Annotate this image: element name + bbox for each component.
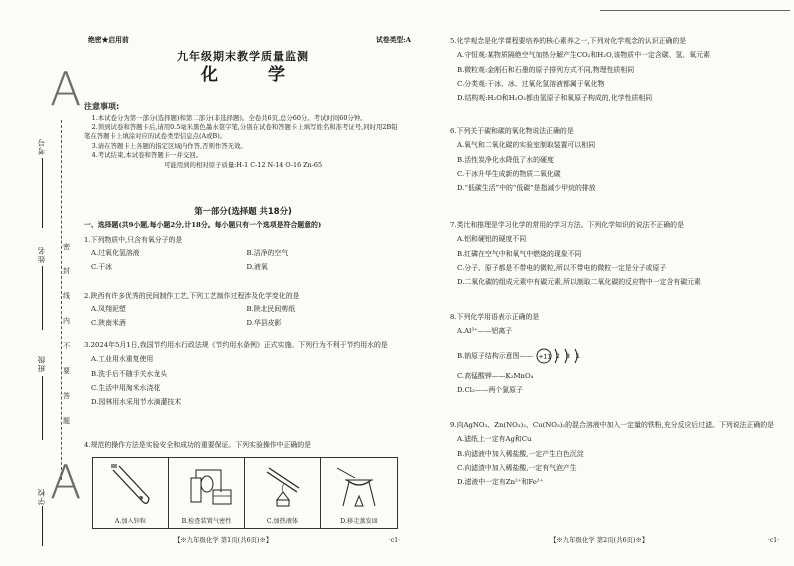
question-stem: 7.类比和推理是学习化学的常用的学习方法。下列化学知识的说法不正确的是 [450, 221, 684, 229]
option-b[interactable]: B.活性炭净化水降低了水的硬度 [457, 155, 554, 164]
question-stem: 5.化学观念是化学课程要培养的核心素养之一,下列对化学观念的认识正确的是 [450, 37, 687, 45]
part-one-title: 第一部分(选择题 共18分) [194, 206, 292, 216]
school-field[interactable] [42, 506, 43, 546]
figure-option-d[interactable] [321, 458, 397, 528]
sodium-atom-diagram-icon [535, 345, 591, 367]
option-b[interactable] [450, 345, 786, 367]
option-a[interactable]: A.铝和硬铝的硬度不同 [457, 235, 527, 244]
page-mark: ·c1· [768, 537, 779, 544]
class-label: 班级 [37, 355, 46, 372]
experiment-figure [92, 457, 398, 529]
option-c[interactable]: C.干冰 [91, 262, 112, 271]
paper-type: 试卷类型:A [376, 36, 411, 44]
svg-text:+11: +11 [538, 353, 552, 361]
option-a[interactable]: A.过氧化氢溶液 [91, 249, 140, 258]
option-a[interactable]: A.Al³⁺——铝离子 [457, 327, 513, 336]
option-b[interactable]: B.陕北民间剪纸 [246, 305, 296, 314]
class-field[interactable] [42, 376, 43, 440]
test-tube-icon [101, 462, 161, 512]
option-c[interactable]: C.向滤渣中加入稀盐酸,一定有气泡产生 [457, 464, 577, 473]
seal-warning-char: 不 [63, 342, 70, 350]
option-b-label: B.钠原子结构示意图—— [457, 351, 534, 360]
option-b[interactable]: B.洗手后不随手关水龙头 [91, 369, 168, 378]
option-d[interactable]: D.“低碳生活”中的“低碳”是指减少甲烷的排放 [457, 184, 596, 193]
airtight-check-icon [177, 462, 237, 512]
question-3 [84, 340, 402, 408]
instructions [84, 102, 402, 170]
atomic-masses: 可能用到的相对原子质量:H-1 C-12 N-14 O-16 Zn-65 [163, 161, 323, 170]
option-c[interactable]: C.陕南米酒 [91, 318, 126, 327]
exam-no-label: 考号 [37, 138, 46, 155]
svg-text:8: 8 [566, 352, 571, 360]
instructions-heading: 注意事项: [84, 102, 120, 111]
option-b[interactable]: B.微粒观:金刚石和石墨的原子排列方式不同,物理性质相同 [457, 65, 635, 74]
instruction-item: 3.请在答题卡上各题的指定区域内作答,否则作答无效。 [91, 141, 247, 150]
option-d[interactable]: D.结构观:H₂O和H₂O₂都由氢原子和氧原子构成的,化学性质相同 [457, 94, 653, 103]
option-d[interactable]: D.园林用水采用节水滴灌技术 [91, 398, 182, 407]
seal-warning-char: 答 [63, 392, 70, 400]
seal-warning-char: 题 [63, 417, 70, 425]
option-a[interactable]: A.凤翔泥塑 [91, 305, 126, 314]
page-footer: 【※九年级化学 第1页(共6页)※】 [174, 536, 273, 544]
option-c[interactable]: C.分类观:干冰、冰、过氧化氢溶液都属于氧化物 [457, 80, 605, 89]
evaporating-dish-icon [329, 462, 389, 512]
instruction-item: 4.考试结束,本试卷和答题卡一并交回。 [91, 150, 203, 159]
instruction-item: 1.本试卷分为第一部分(选择题)和第二部分(非选择题)。全卷共6页,总分60分。考试时间60分钟。 [91, 113, 367, 122]
school-label: 学校 [37, 488, 46, 505]
option-d[interactable]: D.滤液中一定有Zn²⁺和Fe²⁺ [457, 478, 544, 487]
option-c[interactable]: C.分子、原子都是不带电的微粒,所以不带电的微粒一定是分子或原子 [457, 264, 667, 273]
option-d[interactable]: D.液氧 [246, 262, 268, 271]
question-1 [84, 235, 402, 272]
figure-caption: D.移走蒸发皿 [340, 517, 378, 525]
seal-warning-char: 封 [63, 267, 70, 275]
question-2 [84, 291, 402, 328]
question-stem: 6.下列关于碳和碳的氧化物说法正确的是 [450, 127, 574, 135]
seal-warning-char: 内 [63, 317, 70, 325]
option-b[interactable]: B.洁净的空气 [246, 249, 289, 258]
subject-title: 化 学 [201, 65, 307, 85]
exam-no-field[interactable] [42, 158, 43, 228]
figure-caption: A.加入锌粒 [114, 517, 147, 525]
figure-caption: B.检查装置气密性 [181, 517, 232, 525]
question-8 [450, 312, 786, 395]
option-b[interactable]: B.向滤液中加入稀盐酸,一定产生白色沉淀 [457, 449, 584, 458]
exam-title: 九年级期末教学质量监测 [177, 50, 309, 63]
question-6 [450, 126, 786, 194]
option-c[interactable]: C.生活中用淘米水浇花 [91, 384, 161, 393]
option-b[interactable]: B.红磷在空气中和氧气中燃烧的现象不同 [457, 249, 582, 258]
option-d[interactable]: D.二氧化碳的组成元素中有碳元素,所以制取二氧化碳的反应物中一定含有碳元素 [457, 278, 701, 287]
option-d[interactable]: D.华县皮影 [246, 318, 282, 327]
svg-text:2: 2 [556, 352, 561, 360]
heating-liquid-icon [253, 462, 313, 512]
question-5 [450, 36, 786, 104]
figure-option-c[interactable] [245, 458, 321, 528]
question-7 [450, 220, 786, 288]
question-stem: 4.规范的操作方法是实验安全和成功的重要保证。下列实验操作中正确的是 [84, 441, 312, 449]
option-a[interactable]: A.工业用水重复使用 [91, 355, 154, 364]
question-stem: 2.陕西有许多优秀的民间制作工艺,下列工艺制作过程涉及化学变化的是 [84, 292, 300, 300]
option-c[interactable]: C.干冰升华生成新的物质二氧化碳 [457, 170, 561, 179]
seal-line [61, 120, 62, 480]
svg-text:1: 1 [576, 352, 581, 360]
seal-warning-char: 密 [63, 243, 70, 251]
question-4 [84, 440, 402, 450]
paper-type-watermark-bottom: A [50, 455, 82, 509]
option-a[interactable]: A.氧气和二氧化碳的实验室制取装置可以相同 [457, 141, 596, 150]
binding-margin [0, 0, 80, 566]
question-stem: 1.下列物质中,只含有氧分子的是 [84, 236, 183, 244]
option-a[interactable]: A.滤纸上一定有Ag和Cu [457, 435, 532, 444]
section-heading: 一、选择题(共9小题,每小题2分,计18分。每小题只有一个选项是符合题意的) [84, 221, 322, 229]
instruction-item: 2.领到试卷和答题卡后,请用0.5毫米黑色墨水签字笔,分别在试卷和答题卡上填写姓名和准考证号,同时用2B铅笔在答题卡上填涂对应的试卷类型信息点(A或B)。 [84, 123, 398, 141]
page-mark: ·c1· [389, 537, 400, 544]
option-c[interactable]: C.高锰酸钾——K₂MnO₄ [457, 371, 534, 380]
option-d[interactable]: D.Cl₂——两个氯原子 [457, 386, 523, 395]
name-label: 姓名 [37, 246, 46, 263]
seal-warning-char: 线 [63, 292, 70, 300]
confidential-mark: 绝密★启用前 [88, 36, 129, 44]
page-footer: 【※九年级化学 第2页(共6页)※】 [550, 536, 649, 544]
question-stem: 9.向AgNO₃、Zn(NO₃)₂、Cu(NO₃)₂的混合溶液中加入一定量的铁粉,充分反应后过滤。下列说法正确的是 [450, 421, 775, 429]
figure-caption: C.加热液体 [266, 517, 299, 525]
name-field[interactable] [42, 266, 43, 330]
option-a[interactable]: A.守恒观:某物质隔绝空气加热分解产生CO₂和H₂O,该物质中一定含碳、氢、氧元素 [457, 51, 710, 60]
question-stem: 8.下列化学用语表示正确的是 [450, 313, 540, 321]
seal-warning-char: 要 [63, 367, 70, 375]
figure-option-a[interactable] [93, 458, 169, 528]
paper-type-watermark-top: A [50, 62, 82, 116]
question-9 [450, 420, 786, 488]
figure-option-b[interactable] [169, 458, 245, 528]
top-edge-line [600, 10, 790, 11]
question-stem: 3.2024年5月1日,我国节约用水行政法规《节约用水条例》正式实施。下列行为不利于节约用水的是 [84, 341, 388, 349]
